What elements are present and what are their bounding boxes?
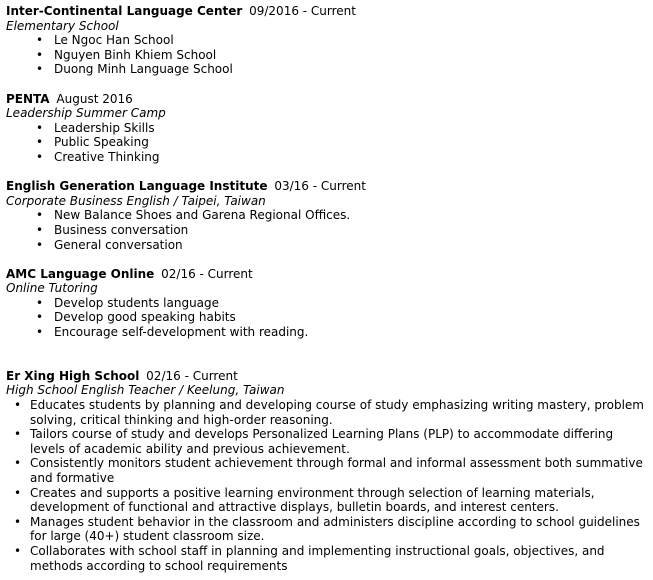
- duty-list: [6, 121, 648, 165]
- list-item: • Public Speaking: [6, 135, 648, 150]
- job-header: [6, 92, 648, 107]
- list-item: • Nguyen Binh Khiem School: [6, 48, 648, 63]
- list-item: • Manages student behavior in the classroom and administers discipline according to school guidelines for large (40+) student classroom size.: [6, 515, 648, 544]
- job-header: [6, 267, 648, 282]
- organization-name: Er Xing High School: [6, 368, 140, 383]
- organization-name: English Generation Language Institute: [6, 179, 268, 194]
- list-item: • Creates and supports a positive learning environment through selection of learning materials, development of functional and attractive displays, bulletin boards, and interest centers.: [6, 486, 648, 515]
- duty-list: [6, 398, 648, 573]
- spacer: [6, 165, 648, 180]
- duty-list: [6, 296, 648, 340]
- spacer: [6, 252, 648, 267]
- list-item: • Educates students by planning and developing course of study emphasizing writing mastery, problem solving, critical thinking and high-order reasoning.: [6, 398, 648, 427]
- organization-name: AMC Language Online: [6, 266, 155, 281]
- spacer: [6, 340, 648, 369]
- job-dates: 02/16 - Current: [146, 368, 238, 383]
- job-entry: [6, 267, 648, 340]
- job-dates: 03/16 - Current: [274, 179, 366, 194]
- job-header: [6, 179, 648, 194]
- resume-experience: [6, 4, 648, 573]
- duty-list: [6, 33, 648, 77]
- organization-name: Inter-Continental Language Center: [6, 4, 243, 18]
- job-role: Elementary School: [6, 18, 119, 33]
- job-dates: 09/2016 - Current: [249, 4, 356, 18]
- list-item: • Consistently monitors student achievement through formal and informal assessment both summative and formative: [6, 456, 648, 485]
- job-header: [6, 369, 648, 384]
- list-item: • Develop students language: [6, 296, 648, 311]
- list-item: • Tailors course of study and develops Personalized Learning Plans (PLP) to accommodate differing levels of academic ability and previous achievement.: [6, 427, 648, 456]
- job-role: Leadership Summer Camp: [6, 106, 166, 121]
- job-entry: [6, 4, 648, 77]
- spacer: [6, 77, 648, 92]
- list-item: • Leadership Skills: [6, 121, 648, 136]
- job-dates: August 2016: [56, 91, 133, 106]
- list-item: • Le Ngoc Han School: [6, 33, 648, 48]
- job-header: [6, 4, 648, 19]
- list-item: • General conversation: [6, 238, 648, 253]
- list-item: • Encourage self-development with reading.: [6, 325, 648, 340]
- job-role: High School English Teacher / Keelung, Taiwan: [6, 383, 285, 398]
- job-role: Online Tutoring: [6, 281, 98, 296]
- duty-list: [6, 208, 648, 252]
- organization-name: PENTA: [6, 91, 50, 106]
- job-entry: [6, 179, 648, 252]
- list-item: • Collaborates with school staff in planning and implementing instructional goals, objectives, and methods according to school requirements: [6, 544, 648, 573]
- list-item: • Creative Thinking: [6, 150, 648, 165]
- list-item: • Develop good speaking habits: [6, 310, 648, 325]
- job-dates: 02/16 - Current: [161, 266, 253, 281]
- list-item: • New Balance Shoes and Garena Regional Offices.: [6, 208, 648, 223]
- list-item: • Business conversation: [6, 223, 648, 238]
- job-entry: [6, 369, 648, 573]
- job-entry: [6, 92, 648, 165]
- list-item: • Duong Minh Language School: [6, 62, 648, 77]
- job-role: Corporate Business English / Taipei, Taiwan: [6, 193, 266, 208]
